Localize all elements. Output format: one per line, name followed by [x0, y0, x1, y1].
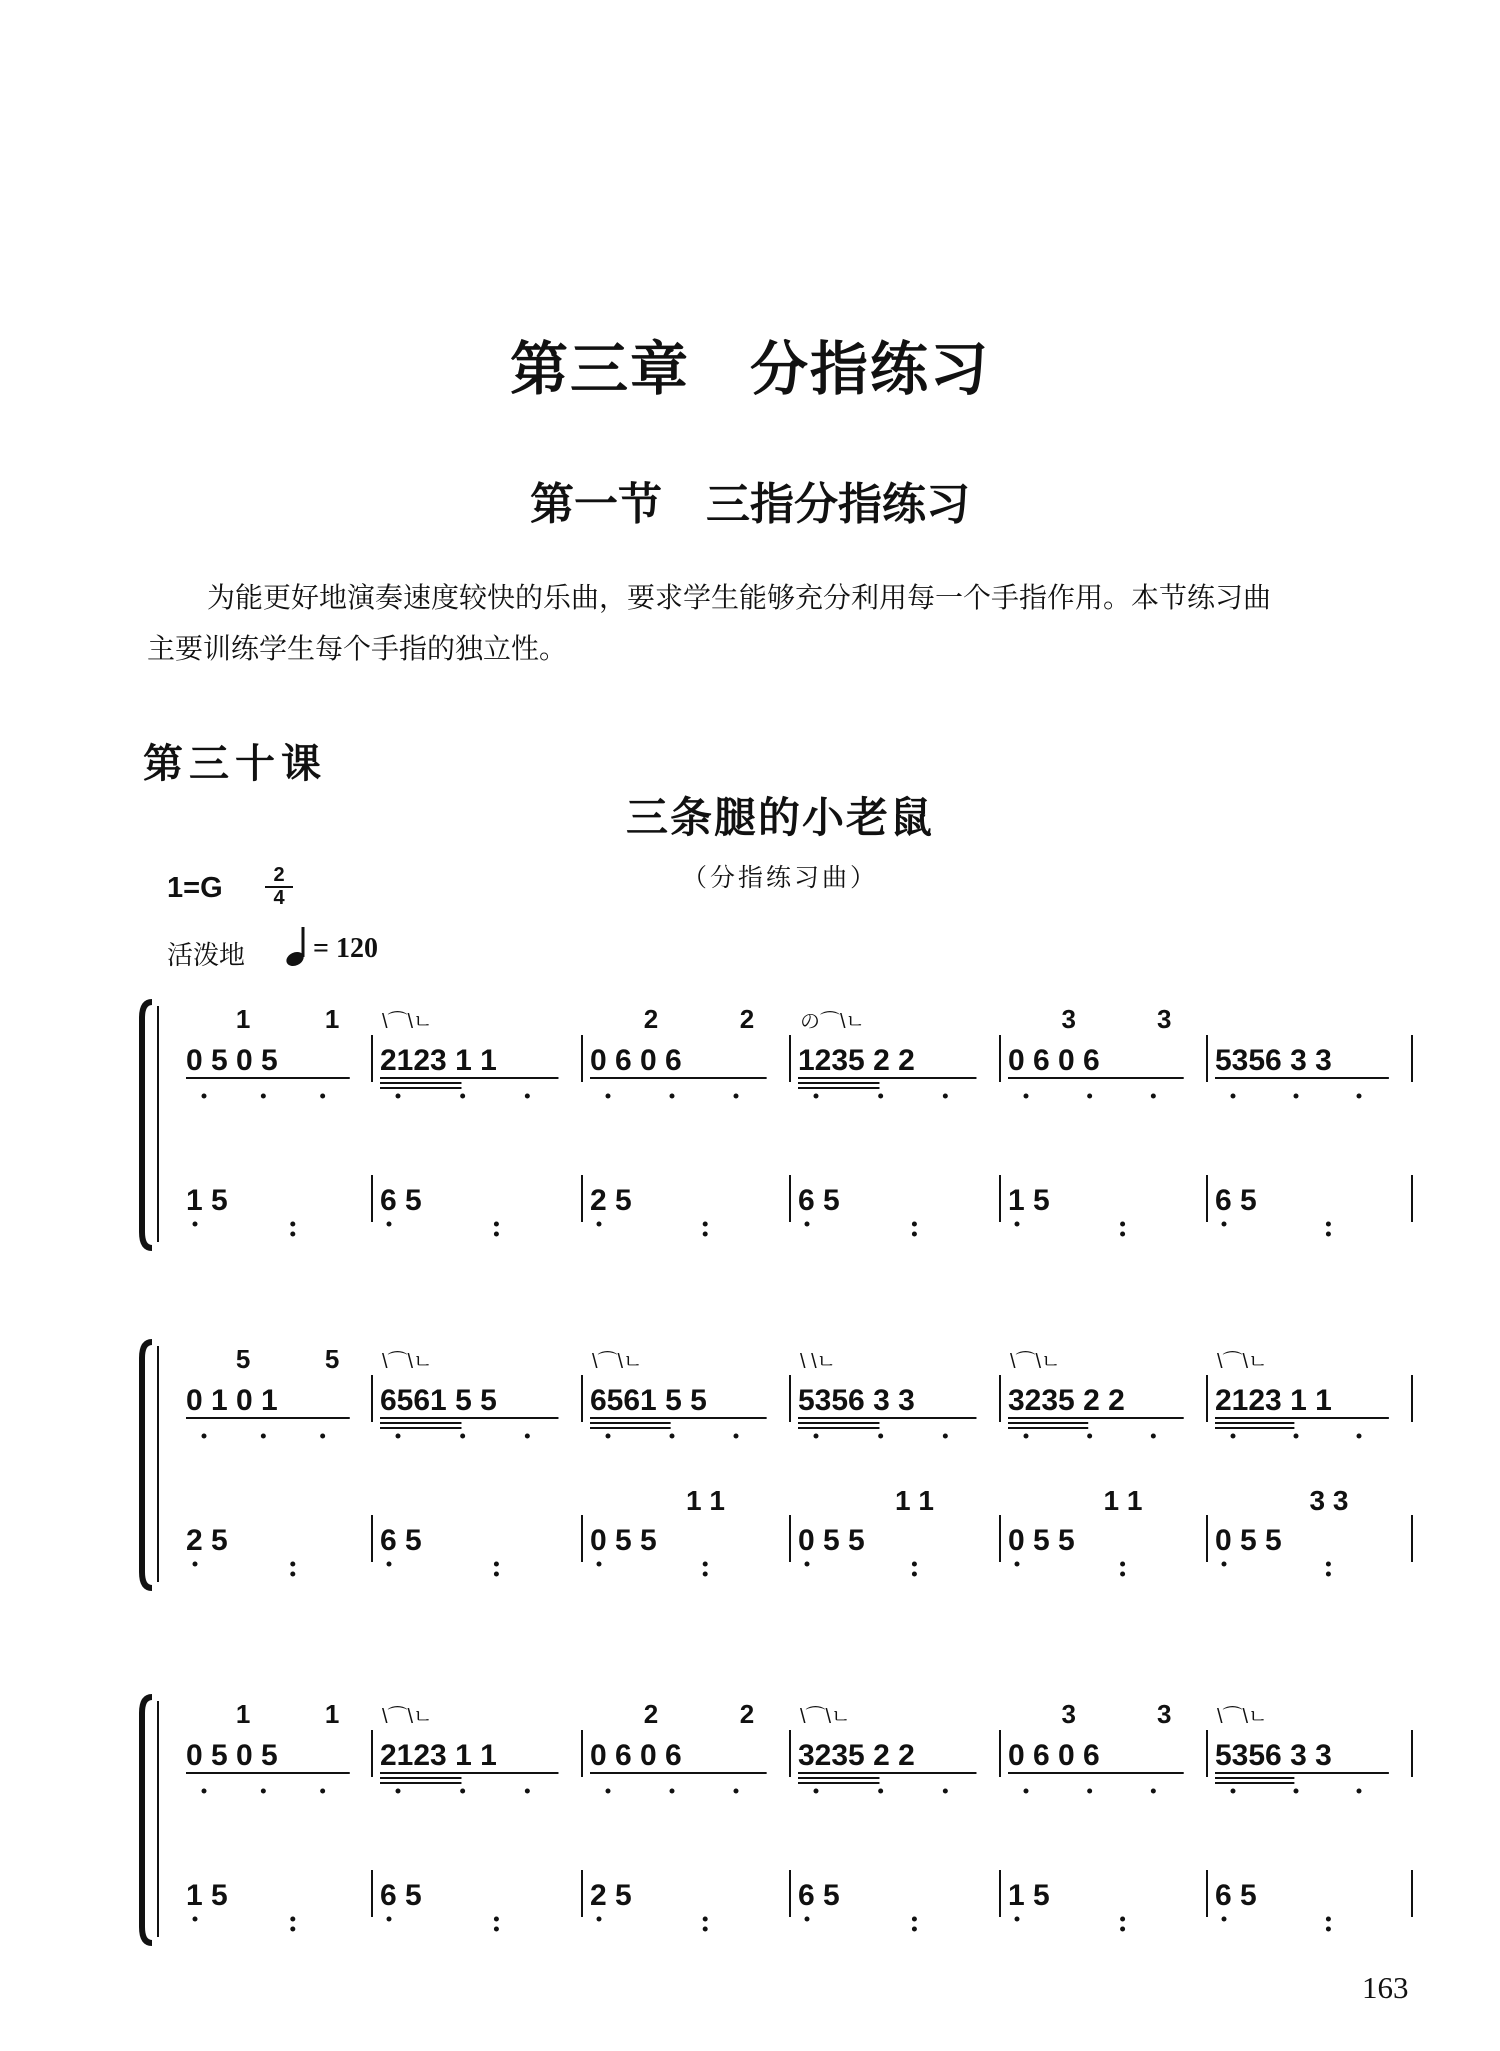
- intro-line-1: 为能更好地演奏速度较快的乐曲，要求学生能够充分利用每一个手指作用。本节练习曲: [207, 581, 1272, 614]
- lesson-title: 第三十课: [143, 740, 327, 787]
- octave-dot: [290, 1917, 295, 1922]
- lower-measure-notes: 6 5: [380, 1184, 422, 1217]
- octave-dot: [1294, 1094, 1299, 1099]
- fingering-number: 5: [235, 1344, 251, 1374]
- octave-dot: [1231, 1789, 1236, 1794]
- octave-dot: [943, 1789, 948, 1794]
- octave-dot: [1294, 1434, 1299, 1439]
- lower-measure-notes: 6 5: [798, 1184, 840, 1217]
- octave-dot: [290, 1222, 295, 1227]
- octave-dot: [1120, 1222, 1125, 1227]
- technique-marks: \⌒\ㄴ: [382, 1351, 433, 1373]
- fingering-number: 3: [1156, 1699, 1172, 1729]
- song-subtitle: （分指练习曲）: [681, 863, 878, 892]
- upper-measure-notes: 2123 1 1: [1215, 1384, 1332, 1417]
- octave-dot: [202, 1094, 207, 1099]
- octave-dot: [396, 1094, 401, 1099]
- lower-measure-notes: 2 5: [590, 1184, 632, 1217]
- lower-measure-notes: 6 5: [1215, 1879, 1257, 1912]
- system-bracket: [142, 1697, 152, 1943]
- octave-dot: [1120, 1917, 1125, 1922]
- chord-upper-notes: 1 1: [895, 1485, 934, 1516]
- octave-dot: [734, 1789, 739, 1794]
- octave-dot: [943, 1434, 948, 1439]
- octave-dot: [878, 1094, 883, 1099]
- octave-dot: [1326, 1917, 1331, 1922]
- octave-dot: [396, 1434, 401, 1439]
- chord-upper-notes: 3 3: [1309, 1485, 1349, 1516]
- octave-dot: [670, 1789, 675, 1794]
- octave-dot: [460, 1434, 465, 1439]
- octave-dot: [1087, 1434, 1092, 1439]
- technique-marks: \⌒\ㄴ: [1217, 1706, 1268, 1728]
- upper-measure-notes: 0 6 0 6: [590, 1044, 682, 1077]
- octave-dot: [912, 1562, 917, 1567]
- octave-dot: [606, 1094, 611, 1099]
- octave-dot: [1326, 1572, 1331, 1577]
- upper-measure-notes: 5356 3 3: [1215, 1739, 1332, 1772]
- octave-dot: [1151, 1789, 1156, 1794]
- technique-marks: \ \ㄴ: [800, 1351, 836, 1373]
- chord-upper-notes: 1 1: [686, 1485, 725, 1516]
- upper-measure-notes: 0 1 0 1: [186, 1384, 278, 1417]
- octave-dot: [1357, 1434, 1362, 1439]
- tempo-value: = 120: [313, 933, 378, 964]
- octave-dot: [1222, 1222, 1227, 1227]
- fingering-number: 1: [324, 1004, 340, 1034]
- octave-dot: [1120, 1562, 1125, 1567]
- lower-measure-notes: 6 5: [1215, 1184, 1257, 1217]
- lower-measure-notes: 0 5 5: [798, 1524, 865, 1557]
- octave-dot: [1222, 1562, 1227, 1567]
- fingering-number: 1: [235, 1004, 251, 1034]
- upper-measure-notes: 0 5 0 5: [186, 1739, 278, 1772]
- octave-dot: [703, 1927, 708, 1932]
- octave-dot: [1222, 1917, 1227, 1922]
- octave-dot: [1294, 1789, 1299, 1794]
- octave-dot: [193, 1562, 198, 1567]
- octave-dot: [525, 1094, 530, 1099]
- technique-marks: \⌒\ㄴ: [382, 1011, 433, 1033]
- fingering-number: 2: [739, 1004, 755, 1034]
- chapter-title: 第三章 分指练习: [509, 335, 990, 403]
- octave-dot: [290, 1232, 295, 1237]
- octave-dot: [912, 1917, 917, 1922]
- octave-dot: [1231, 1094, 1236, 1099]
- octave-dot: [494, 1222, 499, 1227]
- octave-dot: [320, 1434, 325, 1439]
- fingering-number: 2: [643, 1699, 659, 1729]
- fingering-number: 3: [1061, 1004, 1076, 1034]
- octave-dot: [460, 1094, 465, 1099]
- octave-dot: [943, 1094, 948, 1099]
- lower-measure-notes: 6 5: [380, 1879, 422, 1912]
- technique-marks: \⌒\ㄴ: [800, 1706, 851, 1728]
- song-title: 三条腿的小老鼠: [625, 793, 934, 842]
- octave-dot: [912, 1222, 917, 1227]
- lower-measure-notes: 1 5: [186, 1879, 228, 1912]
- upper-measure-notes: 2123 1 1: [380, 1739, 497, 1772]
- meter-bottom: 4: [273, 887, 285, 909]
- octave-dot: [494, 1562, 499, 1567]
- upper-measure-notes: 0 5 0 5: [186, 1044, 278, 1077]
- fingering-number: 3: [1061, 1699, 1076, 1729]
- octave-dot: [261, 1789, 266, 1794]
- technique-marks: \⌒\ㄴ: [592, 1351, 643, 1373]
- octave-dot: [606, 1789, 611, 1794]
- technique-marks: の⌒\ㄴ: [800, 1011, 865, 1033]
- intro-line-2: 主要训练学生每个手指的独立性。: [147, 632, 568, 665]
- octave-dot: [525, 1789, 530, 1794]
- lower-measure-notes: 1 5: [186, 1184, 228, 1217]
- octave-dot: [703, 1562, 708, 1567]
- octave-dot: [494, 1572, 499, 1577]
- lower-measure-notes: 2 5: [590, 1879, 632, 1912]
- octave-dot: [805, 1222, 810, 1227]
- octave-dot: [320, 1094, 325, 1099]
- octave-dot: [805, 1562, 810, 1567]
- system-bracket: [142, 1002, 152, 1248]
- octave-dot: [703, 1917, 708, 1922]
- octave-dot: [1120, 1572, 1125, 1577]
- fingering-number: 2: [643, 1004, 659, 1034]
- octave-dot: [814, 1789, 819, 1794]
- octave-dot: [1024, 1434, 1029, 1439]
- octave-dot: [878, 1789, 883, 1794]
- octave-dot: [670, 1434, 675, 1439]
- octave-dot: [912, 1232, 917, 1237]
- octave-dot: [878, 1434, 883, 1439]
- octave-dot: [261, 1434, 266, 1439]
- lower-measure-notes: 2 5: [186, 1524, 228, 1557]
- page-number: 163: [1362, 1970, 1409, 2005]
- lower-measure-notes: 0 5 5: [1215, 1524, 1282, 1557]
- octave-dot: [387, 1562, 392, 1567]
- octave-dot: [734, 1094, 739, 1099]
- octave-dot: [1326, 1562, 1331, 1567]
- octave-dot: [805, 1917, 810, 1922]
- key-signature: 1=G: [167, 872, 223, 904]
- section-title: 第一节 三指分指练习: [530, 479, 970, 530]
- octave-dot: [1015, 1222, 1020, 1227]
- chord-upper-notes: 1 1: [1103, 1485, 1143, 1516]
- octave-dot: [396, 1789, 401, 1794]
- upper-measure-notes: 1235 2 2: [798, 1044, 915, 1077]
- octave-dot: [1357, 1094, 1362, 1099]
- octave-dot: [670, 1094, 675, 1099]
- octave-dot: [597, 1222, 602, 1227]
- upper-measure-notes: 0 6 0 6: [1008, 1044, 1100, 1077]
- octave-dot: [703, 1572, 708, 1577]
- octave-dot: [1087, 1789, 1092, 1794]
- octave-dot: [460, 1789, 465, 1794]
- upper-measure-notes: 0 6 0 6: [1008, 1739, 1100, 1772]
- upper-measure-notes: 3235 2 2: [798, 1739, 915, 1772]
- upper-measure-notes: 6561 5 5: [590, 1384, 707, 1417]
- octave-dot: [912, 1927, 917, 1932]
- octave-dot: [1024, 1789, 1029, 1794]
- octave-dot: [494, 1232, 499, 1237]
- octave-dot: [202, 1789, 207, 1794]
- octave-dot: [202, 1434, 207, 1439]
- technique-marks: \⌒\ㄴ: [382, 1706, 433, 1728]
- octave-dot: [290, 1562, 295, 1567]
- octave-dot: [525, 1434, 530, 1439]
- tempo-marking: 活泼地: [167, 941, 246, 971]
- upper-measure-notes: 5356 3 3: [1215, 1044, 1332, 1077]
- meter-top: 2: [273, 864, 285, 886]
- lower-measure-notes: 0 5 5: [1008, 1524, 1075, 1557]
- octave-dot: [494, 1917, 499, 1922]
- fingering-number: 1: [324, 1699, 340, 1729]
- octave-dot: [1015, 1562, 1020, 1567]
- fingering-number: 3: [1156, 1004, 1172, 1034]
- octave-dot: [387, 1917, 392, 1922]
- octave-dot: [1231, 1434, 1236, 1439]
- octave-dot: [703, 1232, 708, 1237]
- octave-dot: [320, 1789, 325, 1794]
- octave-dot: [387, 1222, 392, 1227]
- fingering-number: 1: [235, 1699, 251, 1729]
- upper-measure-notes: 5356 3 3: [798, 1384, 915, 1417]
- octave-dot: [261, 1094, 266, 1099]
- octave-dot: [1151, 1094, 1156, 1099]
- octave-dot: [1326, 1232, 1331, 1237]
- octave-dot: [1120, 1232, 1125, 1237]
- octave-dot: [1326, 1222, 1331, 1227]
- octave-dot: [1151, 1434, 1156, 1439]
- system-bracket: [142, 1342, 152, 1588]
- octave-dot: [734, 1434, 739, 1439]
- lower-measure-notes: 6 5: [798, 1879, 840, 1912]
- octave-dot: [1087, 1094, 1092, 1099]
- octave-dot: [703, 1222, 708, 1227]
- octave-dot: [1024, 1094, 1029, 1099]
- upper-measure-notes: 3235 2 2: [1008, 1384, 1125, 1417]
- octave-dot: [814, 1434, 819, 1439]
- octave-dot: [1357, 1789, 1362, 1794]
- fingering-number: 2: [739, 1699, 755, 1729]
- upper-measure-notes: 6561 5 5: [380, 1384, 497, 1417]
- octave-dot: [193, 1222, 198, 1227]
- octave-dot: [1326, 1927, 1331, 1932]
- lower-measure-notes: 1 5: [1008, 1184, 1050, 1217]
- octave-dot: [597, 1917, 602, 1922]
- lower-measure-notes: 0 5 5: [590, 1524, 657, 1557]
- octave-dot: [606, 1434, 611, 1439]
- octave-dot: [912, 1572, 917, 1577]
- octave-dot: [290, 1927, 295, 1932]
- technique-marks: \⌒\ㄴ: [1010, 1351, 1061, 1373]
- technique-marks: \⌒\ㄴ: [1217, 1351, 1268, 1373]
- lower-measure-notes: 1 5: [1008, 1879, 1050, 1912]
- octave-dot: [494, 1927, 499, 1932]
- octave-dot: [1015, 1917, 1020, 1922]
- octave-dot: [290, 1572, 295, 1577]
- lower-measure-notes: 6 5: [380, 1524, 422, 1557]
- octave-dot: [1120, 1927, 1125, 1932]
- upper-measure-notes: 2123 1 1: [380, 1044, 497, 1077]
- upper-measure-notes: 0 6 0 6: [590, 1739, 682, 1772]
- octave-dot: [597, 1562, 602, 1567]
- octave-dot: [814, 1094, 819, 1099]
- fingering-number: 5: [324, 1344, 340, 1374]
- octave-dot: [193, 1917, 198, 1922]
